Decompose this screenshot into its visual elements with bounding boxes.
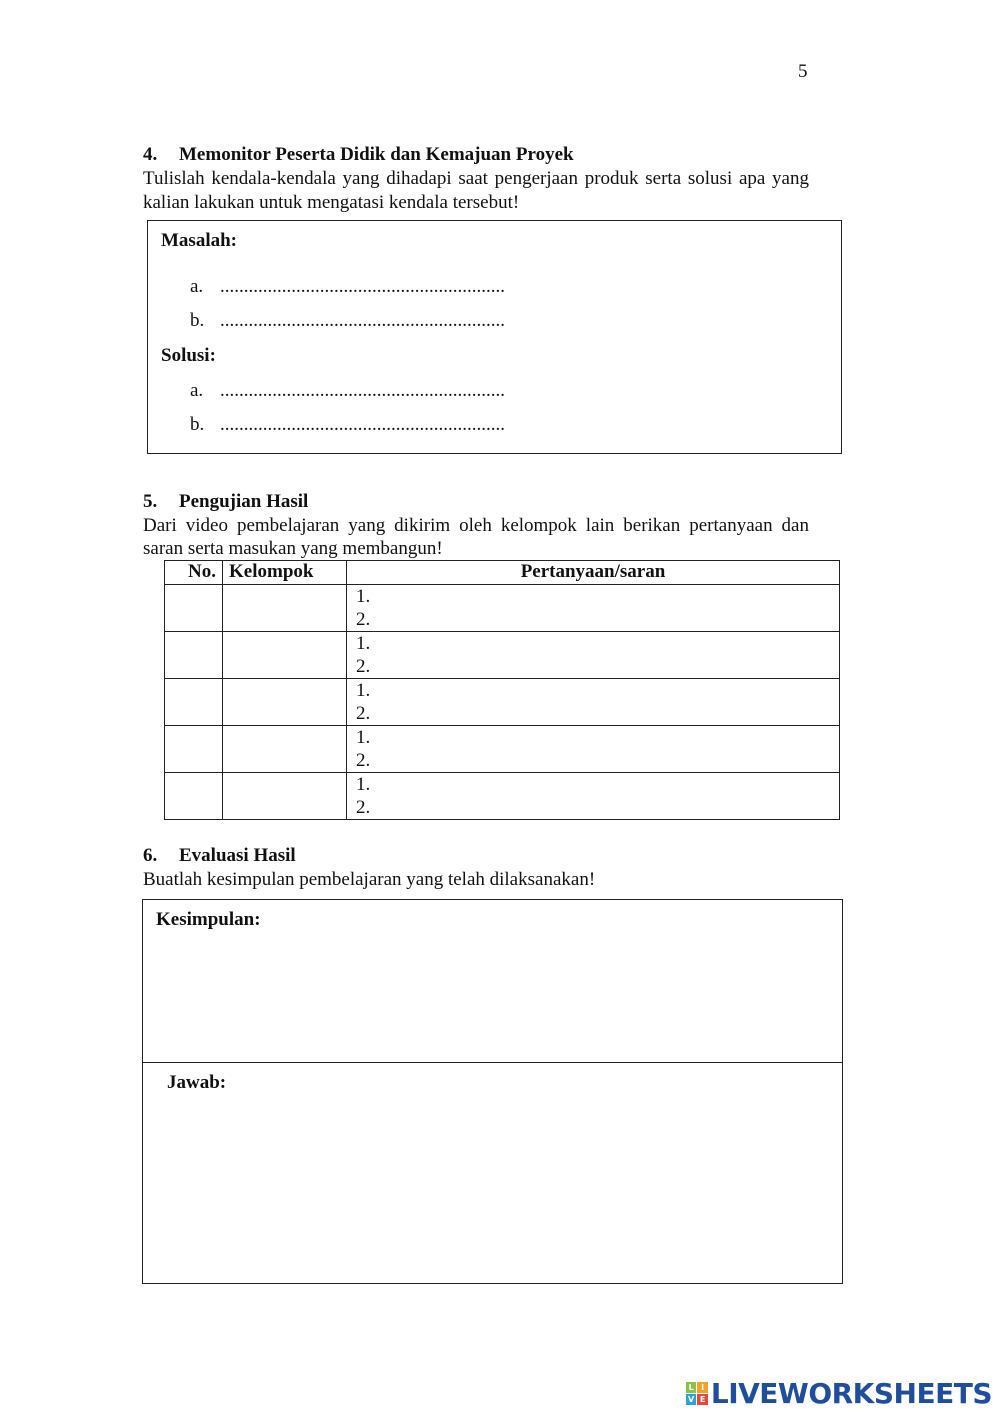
section-4-title: Memonitor Peserta Didik dan Kemajuan Proyek	[179, 144, 574, 165]
question-line-2: 2.	[356, 750, 371, 771]
section-6-number: 6.	[143, 845, 158, 866]
header-pertanyaan-saran: Pertanyaan/saran	[347, 561, 840, 585]
problem-item-a[interactable]	[190, 276, 505, 298]
cell-no[interactable]	[165, 632, 223, 679]
section-6-heading	[143, 845, 296, 867]
solution-item-b-letter: b.	[190, 414, 205, 435]
solution-item-b[interactable]	[190, 414, 505, 436]
cell-kelompok[interactable]	[223, 773, 347, 820]
section-5-title: Pengujian Hasil	[179, 491, 309, 512]
cell-no[interactable]	[165, 585, 223, 632]
page-number: 5	[798, 61, 808, 82]
solution-item-a[interactable]	[190, 380, 505, 402]
problem-item-b[interactable]	[190, 310, 505, 332]
question-line-1: 1.	[356, 633, 371, 654]
cell-kelompok[interactable]	[223, 585, 347, 632]
solution-label: Solusi:	[161, 345, 216, 366]
section-5-instruction: Dari video pembelajaran yang dikirim oleh kelompok lain berikan pertanyaan dan saran serta masukan yang membangun!	[143, 515, 809, 559]
question-line-1: 1.	[356, 586, 371, 607]
section-4-number: 4.	[143, 144, 158, 165]
cell-no[interactable]	[165, 726, 223, 773]
answer-area[interactable]	[143, 1102, 842, 1280]
solution-item-a-letter: a.	[190, 380, 204, 401]
problem-item-b-letter: b.	[190, 310, 205, 331]
question-suggestion-table	[164, 560, 840, 820]
cell-kelompok[interactable]	[223, 632, 347, 679]
conclusion-label: Kesimpulan:	[156, 909, 261, 930]
liveworksheets-text: LIVEWORKSHEETS	[710, 1376, 992, 1410]
solution-item-b-dots: ............................................................	[220, 414, 505, 435]
section-6-title: Evaluasi Hasil	[179, 845, 296, 866]
answer-label: Jawab:	[167, 1072, 227, 1093]
problem-solution-box	[147, 220, 842, 454]
evaluation-divider	[143, 1062, 842, 1063]
question-line-2: 2.	[356, 703, 371, 724]
problem-item-b-dots: ............................................................	[220, 310, 505, 331]
section-5-number: 5.	[143, 491, 158, 512]
question-line-1: 1.	[356, 727, 371, 748]
header-kelompok: Kelompok	[223, 561, 347, 585]
conclusion-area[interactable]	[143, 940, 842, 1058]
logo-letter-l: L	[686, 1382, 697, 1393]
problem-item-a-dots: ............................................................	[220, 276, 505, 297]
table-row	[165, 632, 840, 679]
cell-pertanyaan[interactable]	[347, 726, 840, 773]
cell-pertanyaan[interactable]	[347, 632, 840, 679]
problem-item-a-letter: a.	[190, 276, 204, 297]
cell-pertanyaan[interactable]	[347, 585, 840, 632]
cell-no[interactable]	[165, 773, 223, 820]
liveworksheets-logo-icon	[686, 1382, 708, 1404]
section-4-instruction: Tulislah kendala-kendala yang dihadapi saat pengerjaan produk serta solusi apa yang kalian lakukan untuk mengatasi kendala tersebut!	[143, 168, 809, 213]
table-row	[165, 773, 840, 820]
section-5-heading	[143, 491, 308, 513]
header-no: No.	[165, 561, 223, 585]
question-line-1: 1.	[356, 680, 371, 701]
solution-item-a-dots: ............................................................	[220, 380, 505, 401]
cell-pertanyaan[interactable]	[347, 679, 840, 726]
cell-kelompok[interactable]	[223, 726, 347, 773]
liveworksheets-watermark	[686, 1376, 992, 1410]
table-row	[165, 726, 840, 773]
logo-letter-e: E	[697, 1394, 708, 1405]
table-row	[165, 585, 840, 632]
cell-pertanyaan[interactable]	[347, 773, 840, 820]
cell-kelompok[interactable]	[223, 679, 347, 726]
question-line-2: 2.	[356, 609, 371, 630]
question-line-2: 2.	[356, 797, 371, 818]
cell-no[interactable]	[165, 679, 223, 726]
evaluation-box	[142, 899, 843, 1284]
section-6-instruction: Buatlah kesimpulan pembelajaran yang telah dilaksanakan!	[143, 869, 596, 890]
table-row	[165, 679, 840, 726]
logo-letter-v: V	[686, 1394, 697, 1405]
question-line-1: 1.	[356, 774, 371, 795]
section-4-heading	[143, 144, 574, 166]
problem-label: Masalah:	[161, 230, 237, 251]
logo-letter-i: I	[697, 1382, 708, 1393]
question-line-2: 2.	[356, 656, 371, 677]
table-header-row	[165, 561, 840, 585]
